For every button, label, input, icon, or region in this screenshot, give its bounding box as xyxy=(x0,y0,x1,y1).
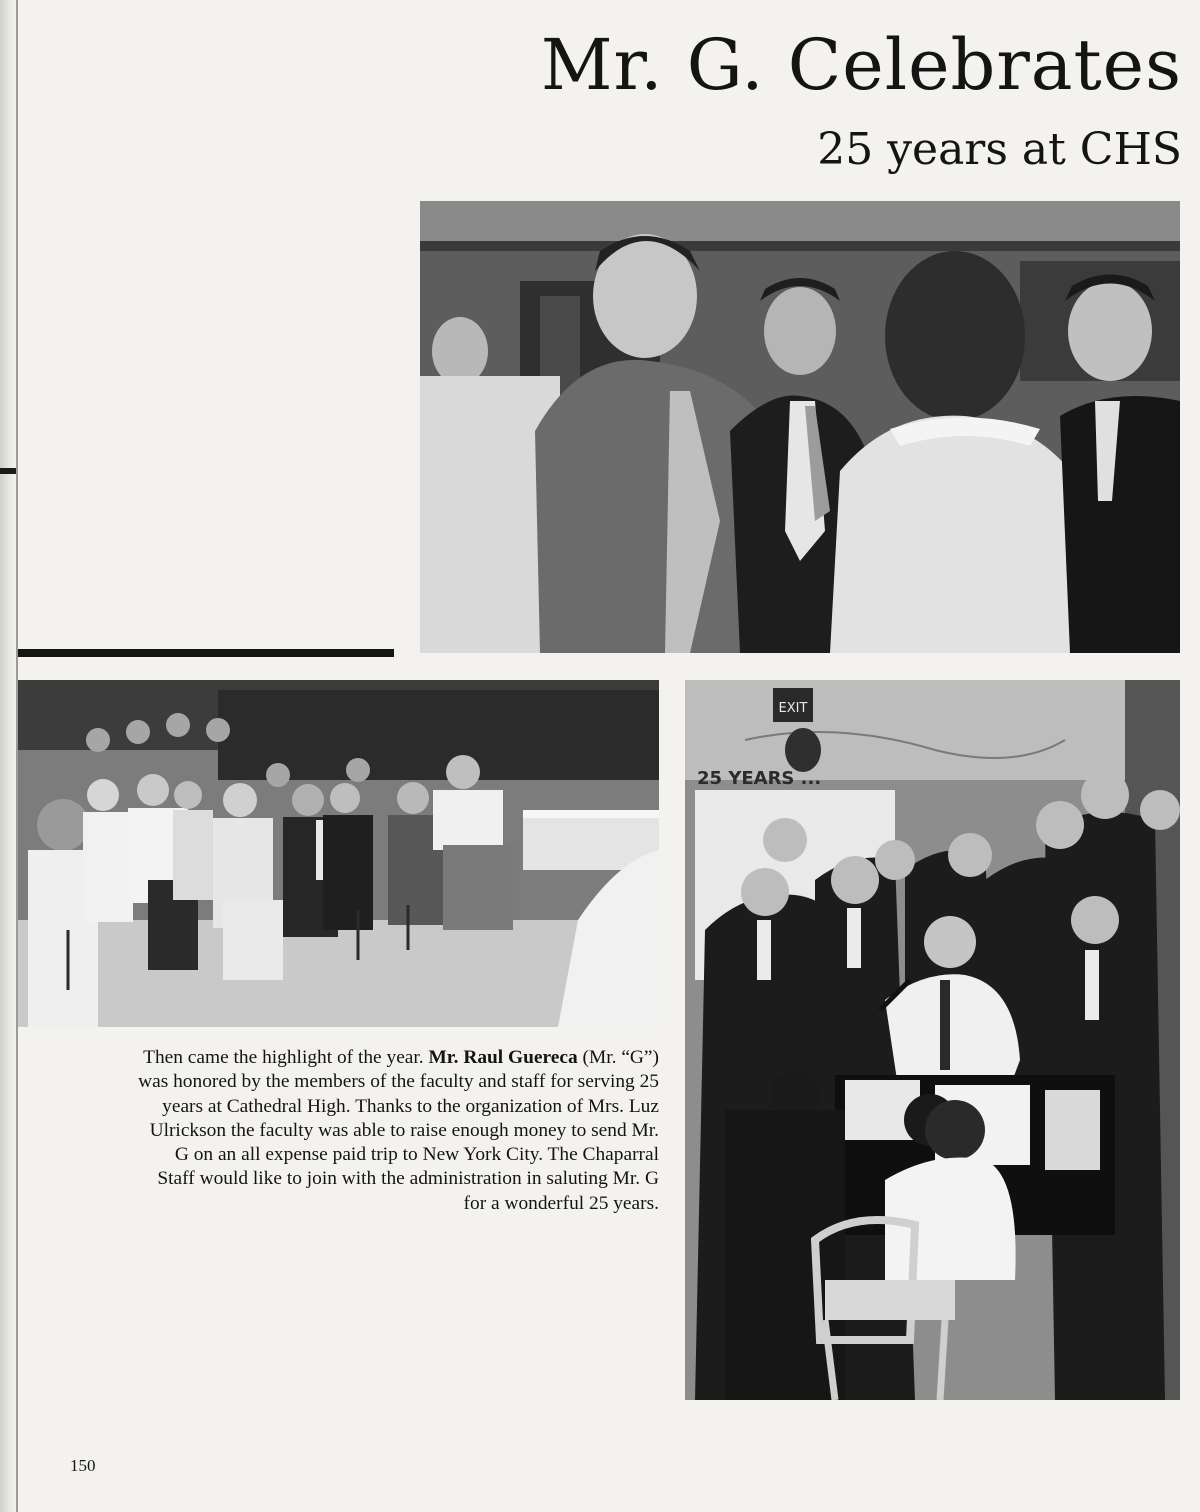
edge-marker xyxy=(0,468,16,474)
caption-lead: Then came the highlight of the year. xyxy=(143,1047,429,1068)
photo-seated-audience xyxy=(18,680,659,1027)
caption-body: (Mr. “G”) was honored by the members of the faculty and staff for serving 25 years at Cathedral High. Thanks to the organization of Mrs. Luz Ulrickson the faculty was able to raise enough money to send Mr. G on an all expense paid trip to New York City. The Chaparral Staff would like to join with the administration in saluting Mr. G for a wonderful 25 years. xyxy=(138,1047,659,1214)
photo-3-illustration xyxy=(685,680,1180,1400)
photo-2-illustration xyxy=(18,680,659,1027)
section-divider-rule xyxy=(18,649,394,657)
page-title: Mr. G. Celebrates xyxy=(540,24,1182,106)
photo-students-at-piano xyxy=(685,680,1180,1400)
celebration-banner-text: 25 YEARS ... xyxy=(697,768,822,789)
photo-caption xyxy=(138,1046,659,1216)
photo-1-illustration xyxy=(420,201,1180,653)
page-subtitle: 25 years at CHS xyxy=(817,124,1182,175)
exit-sign-label: EXIT xyxy=(778,701,808,716)
page-number: 150 xyxy=(70,1456,96,1475)
photo-mr-g-greeting-guests xyxy=(420,201,1180,653)
binding-shadow xyxy=(0,0,16,1512)
caption-honoree-name: Mr. Raul Guereca xyxy=(428,1047,578,1068)
